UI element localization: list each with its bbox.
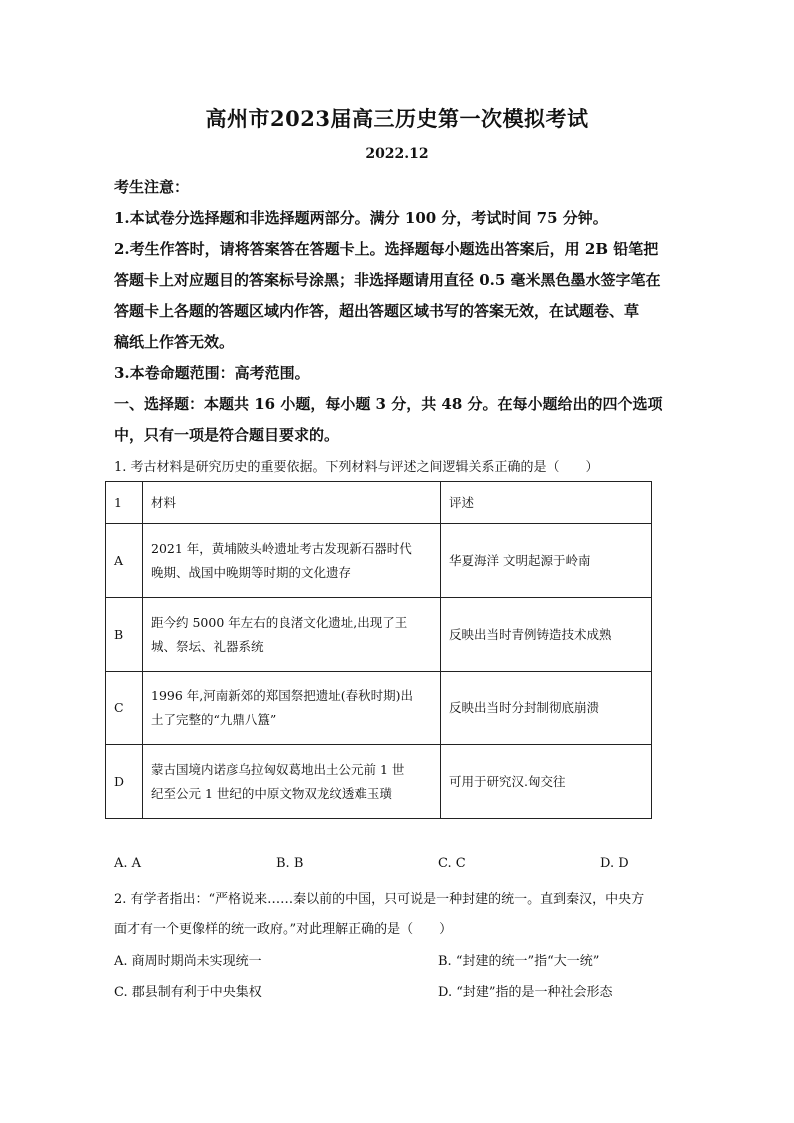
material-cell <box>143 598 441 672</box>
material-cell <box>143 745 441 819</box>
exam-title: 高州市2023届高三历史第一次模拟考试 <box>205 106 589 131</box>
exam-date: 2022.12 <box>365 146 429 162</box>
material-cell <box>143 524 441 598</box>
table-cell: 材料 <box>143 482 441 524</box>
table-cell: 评述 <box>441 482 652 524</box>
material-line: 土了完整的“九鼎八簋” <box>151 712 277 727</box>
table-row <box>106 598 652 672</box>
notice-line: 稿纸上作答无效。 <box>114 333 235 351</box>
material-line: 蒙古国境内诺彦乌拉匈奴葛地出土公元前 1 世 <box>151 761 405 777</box>
q2-option-b[interactable]: B. “封建的统一”指“大一统” <box>438 954 600 969</box>
notice-heading: 考生注意： <box>114 178 190 196</box>
table-cell: 1 <box>106 482 143 524</box>
material-line: 1996 年,河南新郊的郑国祭把遗址(春秋时期)出 <box>151 688 414 703</box>
q1-option-c[interactable]: C. C <box>438 856 466 871</box>
table-row <box>106 524 652 598</box>
section-heading: 一、选择题：本题共 16 小题，每小题 3 分，共 48 分。在每小题给出的四个选项 <box>114 395 663 413</box>
material-line: 距今约 5000 年左右的良渚文化遗址,出现了王 <box>151 614 408 630</box>
material-line: 晚期、战国中晚期等时期的文化遗存 <box>151 564 352 580</box>
q1-option-a[interactable]: A. A <box>114 856 142 871</box>
question-2-stem: 面才有一个更像样的统一政府。”对此理解正确的是（ ） <box>114 922 453 937</box>
table-header-row <box>106 482 652 524</box>
row-label: B <box>106 598 143 672</box>
material-line: 纪至公元 1 世纪的中原文物双龙纹透难玉璜 <box>151 785 392 801</box>
row-label: A <box>106 524 143 598</box>
row-label: C <box>106 672 143 745</box>
table-row <box>106 672 652 745</box>
comment-cell: 反映出当时青例铸造技术成熟 <box>441 598 652 672</box>
comment-cell: 反映出当时分封制彻底崩溃 <box>441 672 652 745</box>
comment-cell: 华夏海洋 文明起源于岭南 <box>441 524 652 598</box>
row-label: D <box>106 745 143 819</box>
notice-line: 1.本试卷分选择题和非选择题两部分。满分 100 分，考试时间 75 分钟。 <box>114 209 608 227</box>
notice-line: 答题卡上对应题目的答案标号涂黑；非选择题请用直径 0.5 毫米黑色墨水签字笔在 <box>114 271 661 289</box>
q2-option-d[interactable]: D. “封建”指的是一种社会形态 <box>438 985 613 1000</box>
table-row <box>106 745 652 819</box>
material-cell <box>143 672 441 745</box>
q2-option-c[interactable]: C. 郡县制有利于中央集权 <box>114 985 262 1000</box>
q1-option-d[interactable]: D. D <box>600 856 629 871</box>
notice-line: 2.考生作答时，请将答案答在答题卡上。选择题每小题选出答案后，用 2B 铅笔把 <box>114 240 659 258</box>
comment-cell: 可用于研究汉.匈交往 <box>441 745 652 819</box>
question-1-table <box>105 481 652 819</box>
question-1-stem: 1. 考古材料是研究历史的重要依据。下列材料与评述之间逻辑关系正确的是（ ） <box>114 460 599 475</box>
material-line: 城、祭坛、礼器系统 <box>151 638 264 654</box>
q2-option-a[interactable]: A. 商周时期尚未实现统一 <box>114 954 262 969</box>
section-heading: 中，只有一项是符合题目要求的。 <box>114 426 340 444</box>
notice-line: 3.本卷命题范围：高考范围。 <box>114 364 310 382</box>
question-2-stem: 2. 有学者指出：“严格说来……秦以前的中国，只可说是一种封建的统一。直到秦汉，中央方 <box>114 892 645 907</box>
material-line: 2021 年，黄埔陂头岭遗址考古发现新石器时代 <box>151 540 412 556</box>
q1-option-b[interactable]: B. B <box>276 856 304 871</box>
notice-line: 答题卡上各题的答题区域内作答，超出答题区域书写的答案无效，在试题卷、草 <box>114 302 640 320</box>
